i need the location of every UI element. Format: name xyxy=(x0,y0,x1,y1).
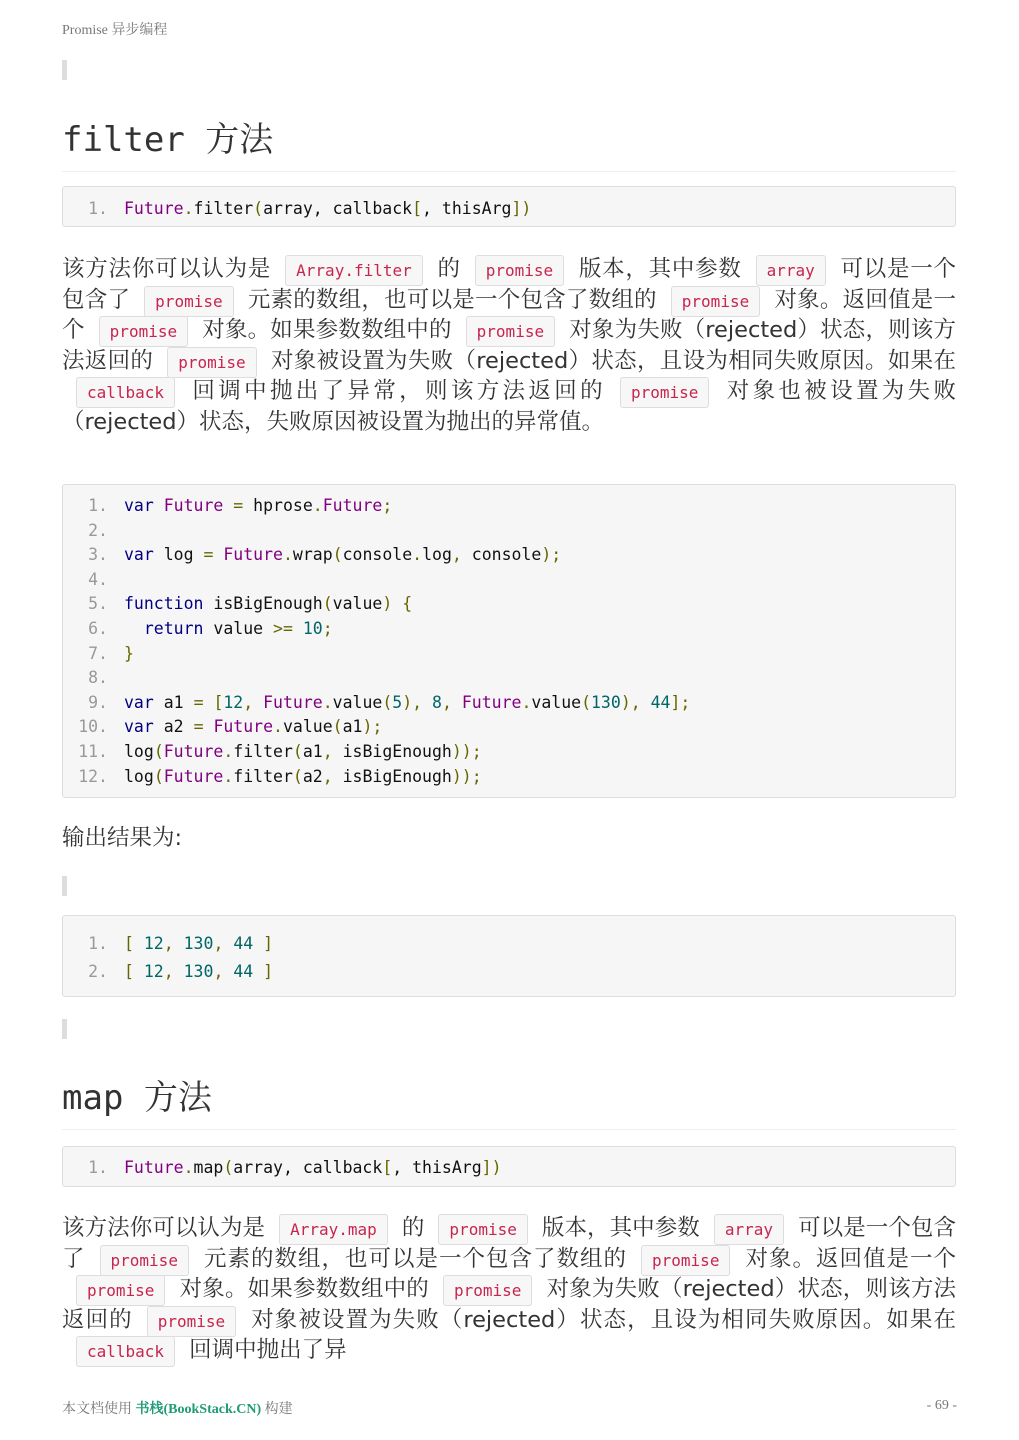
code-line: 1. var Future = hprose.Future; xyxy=(88,496,393,515)
inline-code: promise xyxy=(671,286,760,317)
code-line: 3. var log = Future.wrap(console.log, console); xyxy=(88,545,562,565)
inline-code: array xyxy=(714,1214,784,1245)
map-description: 该方法你可以认为是 Array.map 的 promise 版本，其中参数 array 可以是一个包含了 promise 元素的数组，也可以是一个包含了数组的 promise 对象。返回值是一个promise 对象。如果参数数组中的 promise 对象为失败（rejected）状态，则该方法返回的 promise 对象被设置为失败（rejected）状态，且设为相同失败原因。如果在callback 回调中抛出了异 xyxy=(62,1214,956,1367)
inline-code: promise xyxy=(620,377,709,408)
filter-heading: filter 方法 xyxy=(62,112,956,172)
inline-code: promise xyxy=(144,286,233,317)
blockquote-bar xyxy=(62,1019,67,1039)
output-line: 2. [ 12, 130, 44 ] xyxy=(88,962,274,981)
code-line: 7. } xyxy=(88,643,134,663)
filter-description: 该方法你可以认为是 Array.filter 的 promise 版本，其中参数 array 可以是一个包含了 promise 元素的数组，也可以是一个包含了数组的 promise 对象。返回值是一个 promise 对象。如果参数数组中的 promise 对象为失败（rejected）状态，则该方法返回的 promise 对象被设置为失败（rejected）状态，且设为相同失败原因。如果在callback 回调中抛出了异常，则该方法返回的 promise 对象也被设置为失败（rejected）状态，失败原因被设置为抛出的异常值。 xyxy=(62,256,956,435)
output-line: 1. [ 12, 130, 44 ] xyxy=(88,934,274,953)
filter-example-code xyxy=(62,484,956,798)
blockquote-bar xyxy=(62,876,67,896)
inline-code: promise xyxy=(438,1214,527,1245)
code-line: 2. xyxy=(88,520,108,540)
running-header: Promise 异步编程 xyxy=(62,23,168,38)
inline-code: promise xyxy=(466,316,555,347)
filter-output-code xyxy=(62,915,956,997)
code-line: 11. log(Future.filter(a1, isBigEnough)); xyxy=(78,741,482,761)
code-line: 6. return value >= 10; xyxy=(88,618,333,638)
code-line: 8. xyxy=(88,668,108,688)
inline-code: promise xyxy=(475,255,564,286)
page-number: - 69 - xyxy=(926,1398,957,1413)
code-line: 4. xyxy=(88,569,108,589)
filter-signature-code: 1. Future.filter(array, callback[, thisArg]) xyxy=(62,186,956,227)
map-heading: map 方法 xyxy=(62,1070,956,1130)
code-line: 10. var a2 = Future.value(a1); xyxy=(78,717,383,737)
inline-code: promise xyxy=(99,316,188,347)
code-line: 5. function isBigEnough(value) { xyxy=(88,594,413,614)
inline-code: callback xyxy=(76,1336,175,1367)
blockquote-bar xyxy=(62,60,67,80)
inline-code: callback xyxy=(76,377,175,408)
inline-code: promise xyxy=(167,347,256,378)
inline-code: promise xyxy=(147,1306,236,1337)
code-line: 12. log(Future.filter(a2, isBigEnough)); xyxy=(78,766,482,786)
map-signature-code: 1. Future.map(array, callback[, thisArg]) xyxy=(62,1146,956,1187)
code-line: 9. var a1 = [12, Future.value(5), 8, Future.value(130), 44]; xyxy=(88,692,691,712)
inline-code: promise xyxy=(443,1275,532,1306)
inline-code: array xyxy=(756,255,826,286)
inline-code: Array.filter xyxy=(285,255,423,286)
output-label: 输出结果为: xyxy=(62,825,183,851)
footer-credit: 本文档使用 书栈(BookStack.CN) 构建 xyxy=(62,1402,293,1417)
inline-code: Array.map xyxy=(279,1214,388,1245)
inline-code: promise xyxy=(641,1245,730,1276)
inline-code: promise xyxy=(76,1275,165,1306)
bookstack-link[interactable]: 书栈(BookStack.CN) xyxy=(135,1402,262,1417)
inline-code: promise xyxy=(100,1245,189,1276)
